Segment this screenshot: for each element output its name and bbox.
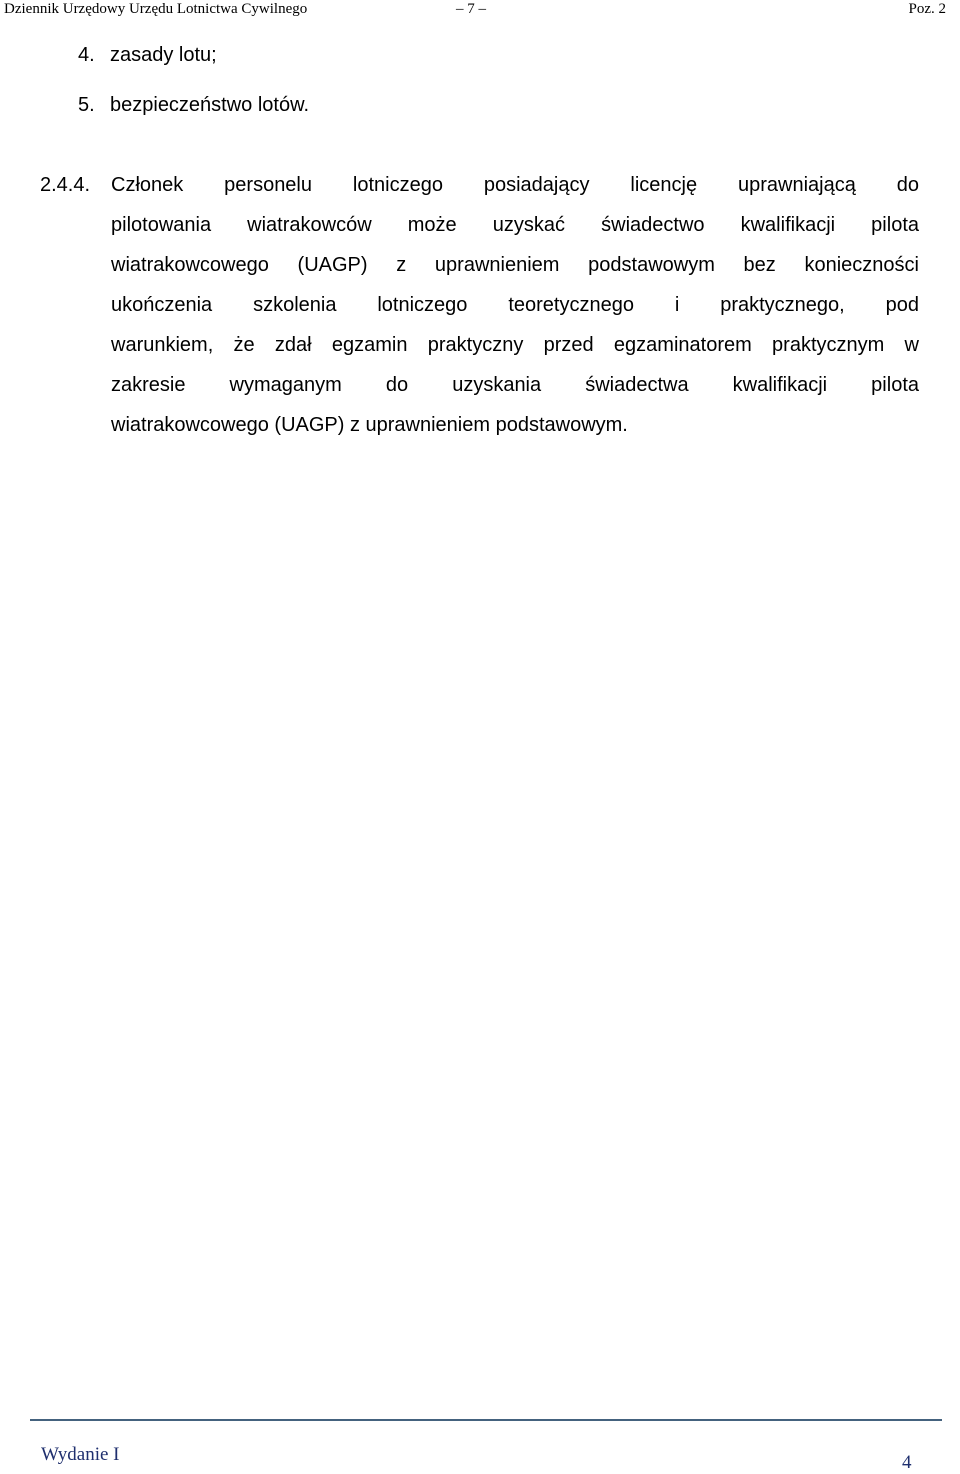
position-number: Poz. 2 [908,1,946,17]
paragraph-line: wiatrakowcowego (UAGP) z uprawnieniem podstawowym bez konieczności [111,254,919,276]
footer-divider [30,1419,942,1421]
journal-title: Dziennik Urzędowy Urzędu Lotnictwa Cywilnego [4,1,308,17]
page-number-header: – 7 – [456,1,486,17]
paragraph-line: pilotowania wiatrakowców może uzyskać świadectwo kwalifikacji pilota [111,214,919,236]
list-item-number: 5. [78,94,95,116]
list-item-text: bezpieczeństwo lotów. [110,94,310,116]
paragraph-number: 2.4.4. [40,174,91,196]
paragraph [111,171,919,451]
paragraph-line: Członek personelu lotniczego posiadający licencję uprawniającą do [111,174,919,196]
paragraph-line: zakresie wymaganym do uzyskania świadectwa kwalifikacji pilota [111,374,919,396]
list-item-text: zasady lotu; [110,44,217,66]
edition-label: Wydanie I [41,1444,120,1465]
list-item-number: 4. [78,44,95,66]
paragraph-line: wiatrakowcowego (UAGP) z uprawnieniem podstawowym. [111,414,628,436]
page-header [0,0,960,22]
list-item [78,41,217,69]
paragraph-line: ukończenia szkolenia lotniczego teoretycznego i praktycznego, pod [111,294,919,316]
footer-page-number: 4 [902,1452,912,1473]
paragraph-line: warunkiem, że zdał egzamin praktyczny przed egzaminatorem praktycznym w [111,334,919,356]
list-item [78,91,309,119]
